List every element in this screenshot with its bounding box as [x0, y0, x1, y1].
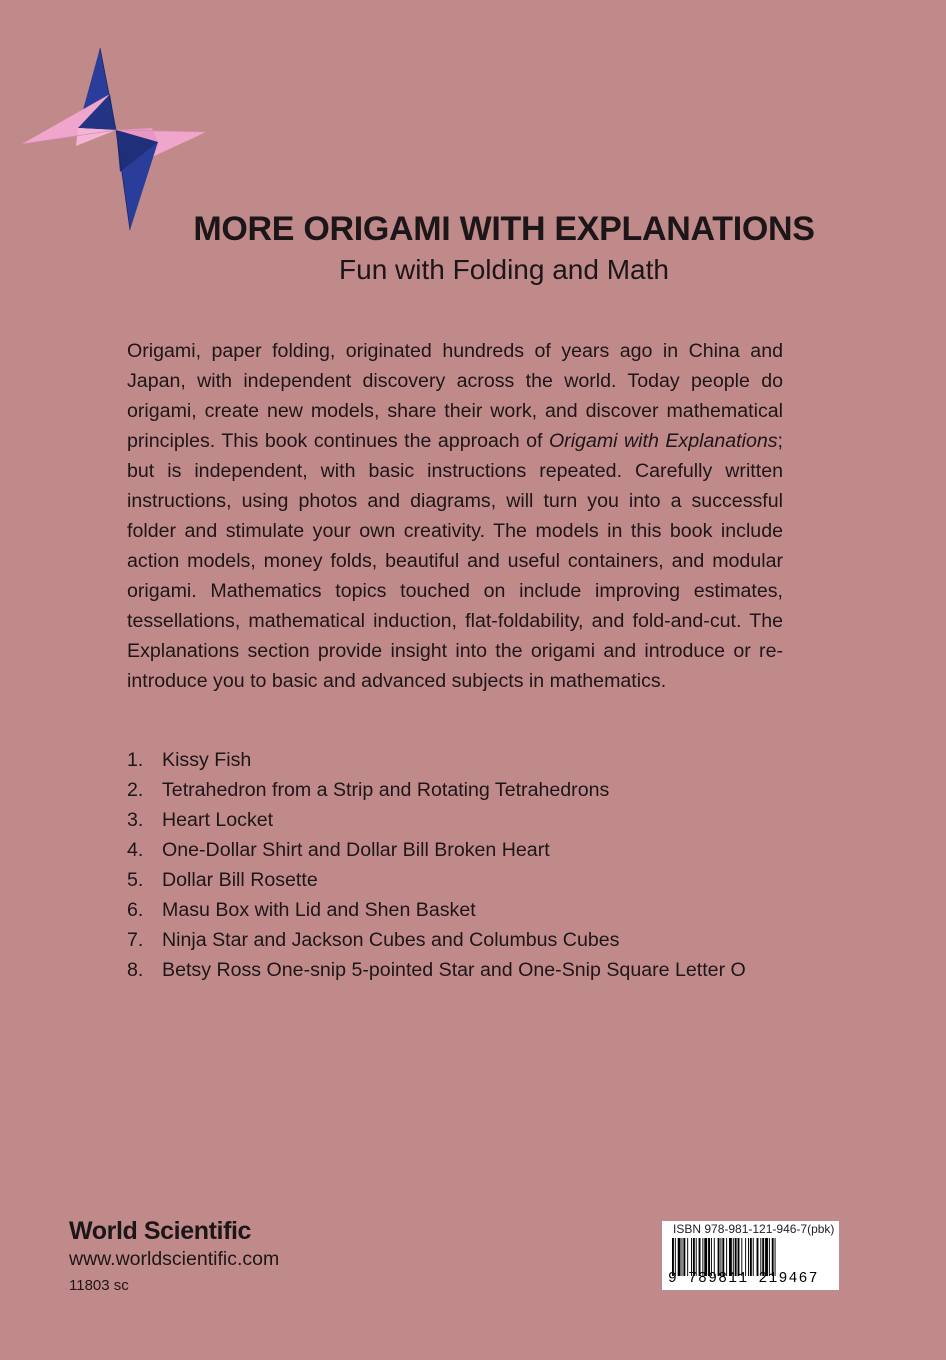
list-item — [127, 865, 746, 895]
item-number: 3. — [127, 809, 144, 831]
book-subtitle: Fun with Folding and Math — [339, 254, 669, 285]
origami-star-illustration — [18, 46, 210, 230]
contents-list — [127, 745, 746, 985]
list-item — [127, 745, 746, 775]
item-title: Betsy Ross One-snip 5-pointed Star and One-Snip Square Letter O — [162, 959, 746, 981]
item-title: Tetrahedron from a Strip and Rotating Tetrahedrons — [162, 779, 610, 801]
catalog-code: 11803 sc — [69, 1277, 129, 1294]
item-number: 8. — [127, 959, 144, 981]
list-item — [127, 925, 746, 955]
item-number: 1. — [127, 749, 144, 771]
list-item — [127, 835, 746, 865]
item-title: Heart Locket — [162, 809, 274, 831]
list-item — [127, 805, 746, 835]
book-description — [127, 336, 783, 696]
isbn-barcode — [662, 1221, 839, 1290]
item-number: 7. — [127, 929, 144, 951]
item-number: 2. — [127, 779, 144, 801]
book-title: MORE ORIGAMI WITH EXPLANATIONS — [193, 210, 815, 248]
item-title: Masu Box with Lid and Shen Basket — [162, 899, 476, 921]
item-title: Ninja Star and Jackson Cubes and Columbus Cubes — [162, 929, 620, 951]
publisher-block — [69, 1217, 279, 1294]
description-part-1: Origami, paper folding, originated hundreds of years ago in China and Japan, with independent discovery across the world. Today people do origami, create new models, share their work, and discover mathematical principles. This book continues the approach of — [127, 340, 783, 452]
isbn-label: ISBN 978-981-121-946-7(pbk) — [673, 1222, 835, 1236]
list-item — [127, 955, 746, 985]
publisher-url: www.worldscientific.com — [69, 1248, 280, 1270]
list-item — [127, 895, 746, 925]
item-number: 5. — [127, 869, 144, 891]
description-part-2: ; but is independent, with basic instructions repeated. Carefully written instructions, using photos and diagrams, will turn you into a successful folder and stimulate your own creativity. The models in this book include action models, money folds, beautiful and useful containers, and modular origami. Mathematics topics touched on include improving estimates, tessellations, mathematical induction, flat-foldability, and fold-and-cut. The Explanations section provide insight into the origami and introduce or re-introduce you to basic and advanced subjects in mathematics. — [127, 430, 783, 692]
referenced-book-title: Origami with Explanations — [548, 430, 778, 452]
list-item — [127, 775, 746, 805]
item-title: One-Dollar Shirt and Dollar Bill Broken Heart — [162, 839, 550, 861]
item-number: 6. — [127, 899, 144, 921]
publisher-name: World Scientific — [69, 1217, 252, 1245]
item-number: 4. — [127, 839, 144, 861]
item-title: Kissy Fish — [162, 749, 252, 771]
barcode-digits: 9 789811 219467 — [668, 1271, 819, 1287]
item-title: Dollar Bill Rosette — [162, 869, 318, 891]
